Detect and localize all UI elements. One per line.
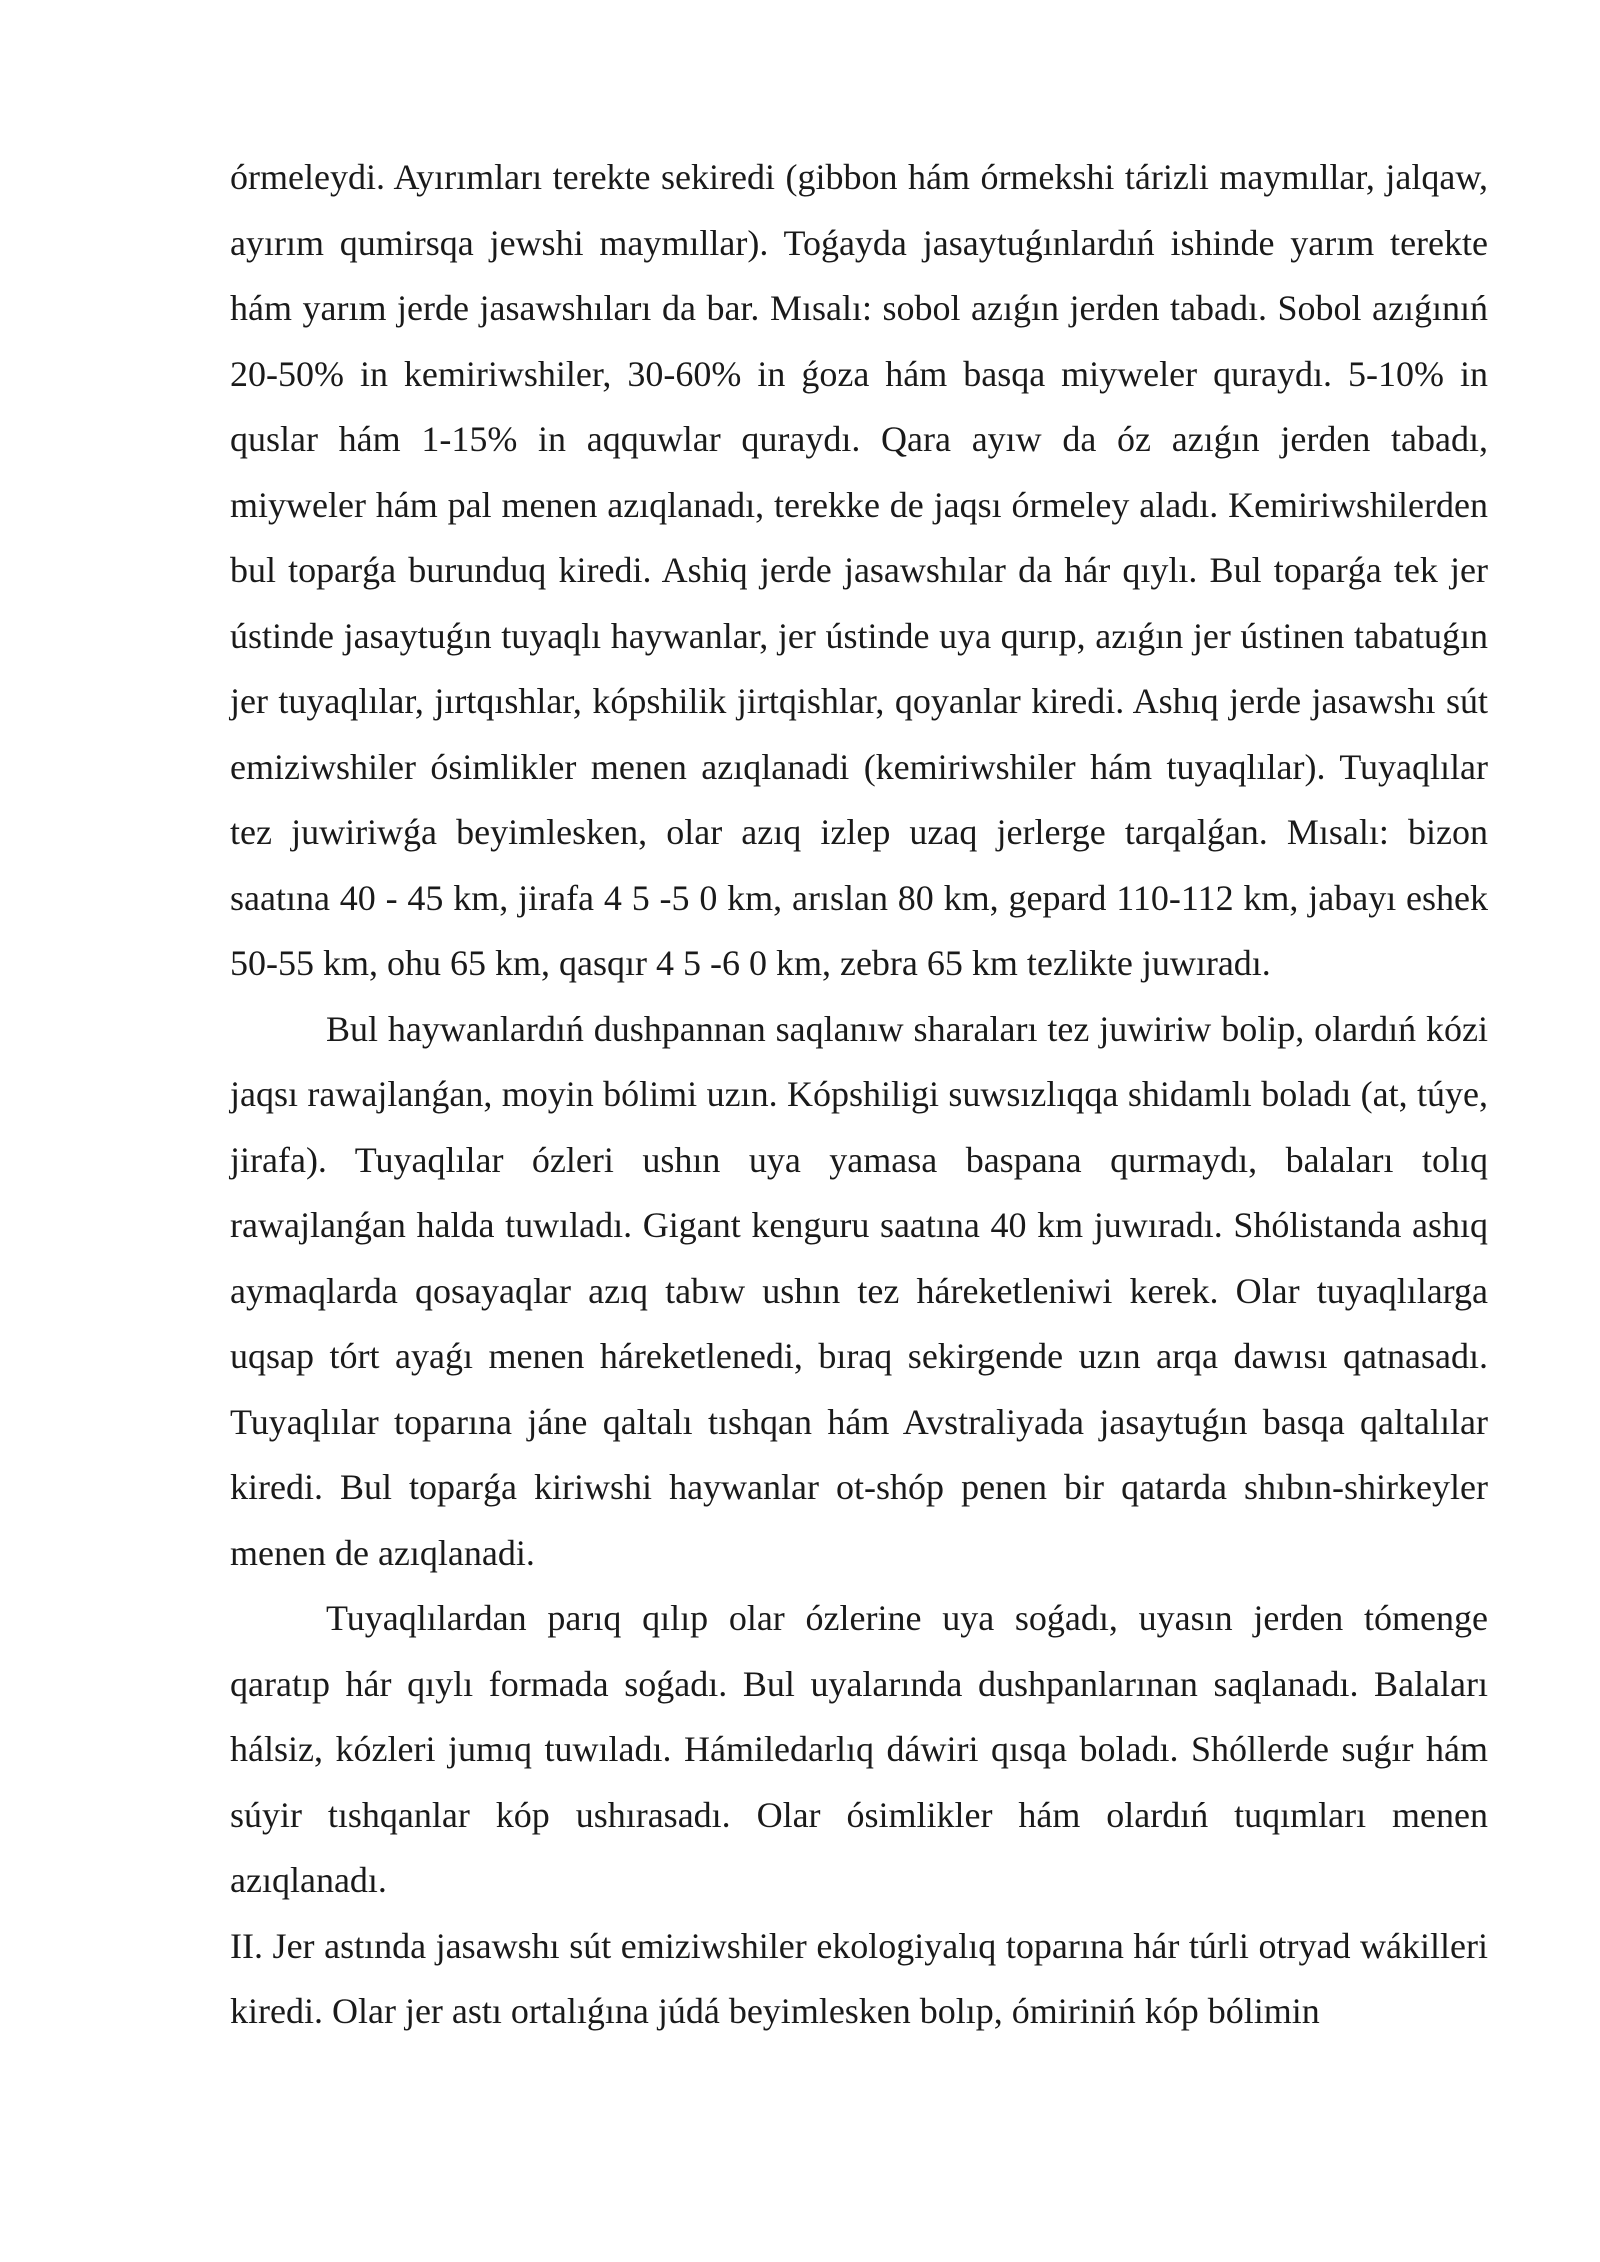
paragraph-2: Bul haywanlardıń dushpannan saqlanıw sharaları tez juwiriw bolip, olardıń kózi jaqsı rawajlanǵan, moyin bólimi uzın. Kópshiligi suwsızlıqqa shidamlı boladı (at, túye, jirafa). Tuyaqlılar ózleri ushın uya yamasa baspana qurmaydı, balaları tolıq rawajlanǵan halda tuwıladı. Gigant kenguru saatına 40 km juwıradı. Shólistanda ashıq aymaqlarda qosayaqlar azıq tabıw ushın tez háreketleniwi kerek. Olar tuyaqlılarga uqsap tórt ayaǵı menen háreketlenedi, bıraq sekirgende uzın arqa dawısı qatnasadı. Tuyaqlılar toparına jáne qaltalı tıshqan hám Avstraliyada jasaytuǵın basqa qaltalılar kiredi. Bul toparǵa kiriwshi haywanlar ot-shóp penen bir qatarda shıbın-shirkeyler menen de azıqlanadi. (230, 1008, 1488, 1573)
body-text (230, 145, 1488, 2045)
paragraph-4: II. Jer astında jasawshı sút emiziwshiler ekologiyalıq toparına hár túrli otryad wákilleri kiredi. Olar jer astı ortalıǵına júdá beyimlesken bolıp, ómiriniń kóp bólimin (230, 1925, 1488, 2031)
paragraph-1: órmeleydi. Ayırımları terekte sekiredi (gibbon hám órmekshi tárizli maymıllar, jalqaw, ayırım qumirsqa jewshi maymıllar). Toǵayda jasaytuǵınlardıń ishinde yarım terekte hám yarım jerde jasawshıları da bar. Mısalı: sobol azıǵın jerden tabadı. Sobol azıǵınıń 20-50% in kemiriwshiler, 30-60% in ǵoza hám basqa miyweler quraydı. 5-10% in quslar hám 1-15% in aqquwlar quraydı. Qara ayıw da óz azıǵın jerden tabadı, miyweler hám pal menen azıqlanadı, terekke de jaqsı órmeley aladı. Kemiriwshilerden bul toparǵa burunduq kiredi. Ashiq jerde jasawshılar da hár qıylı. Bul toparǵa tek jer ústinde jasaytuǵın tuyaqlı haywanlar, jer ústinde uya qurıp, azıǵın jer ústinen tabatuǵın jer tuyaqlılar, jırtqıshlar, kópshilik jirtqishlar, qoyanlar kiredi. Ashıq jerde jasawshı sút emiziwshiler ósimlikler menen azıqlanadi (kemiriwshiler hám tuyaqlılar). Tuyaqlılar tez juwiriwǵa beyimlesken, olar azıq izlep uzaq jerlerge tarqalǵan. Mısalı: bizon saatına 40 - 45 km, jirafa 4 5 -5 0 km, arıslan 80 km, gepard 110-112 km, jabayı eshek 50-55 km, ohu 65 km, qasqır 4 5 -6 0 km, zebra 65 km tezlikte juwıradı. (230, 157, 1488, 983)
paragraph-3: Tuyaqlılardan parıq qılıp olar ózlerine uya soǵadı, uyasın jerden tómenge qaratıp hár qıylı formada soǵadı. Bul uyalarında dushpanlarınan saqlanadı. Balaları hálsiz, kózleri jumıq tuwıladı. Hámiledarlıq dáwiri qısqa boladı. Shóllerde suǵır hám súyir tıshqanlar kóp ushırasadı. Olar ósimlikler hám olardıń tuqımları menen azıqlanadı. (230, 1598, 1488, 1900)
